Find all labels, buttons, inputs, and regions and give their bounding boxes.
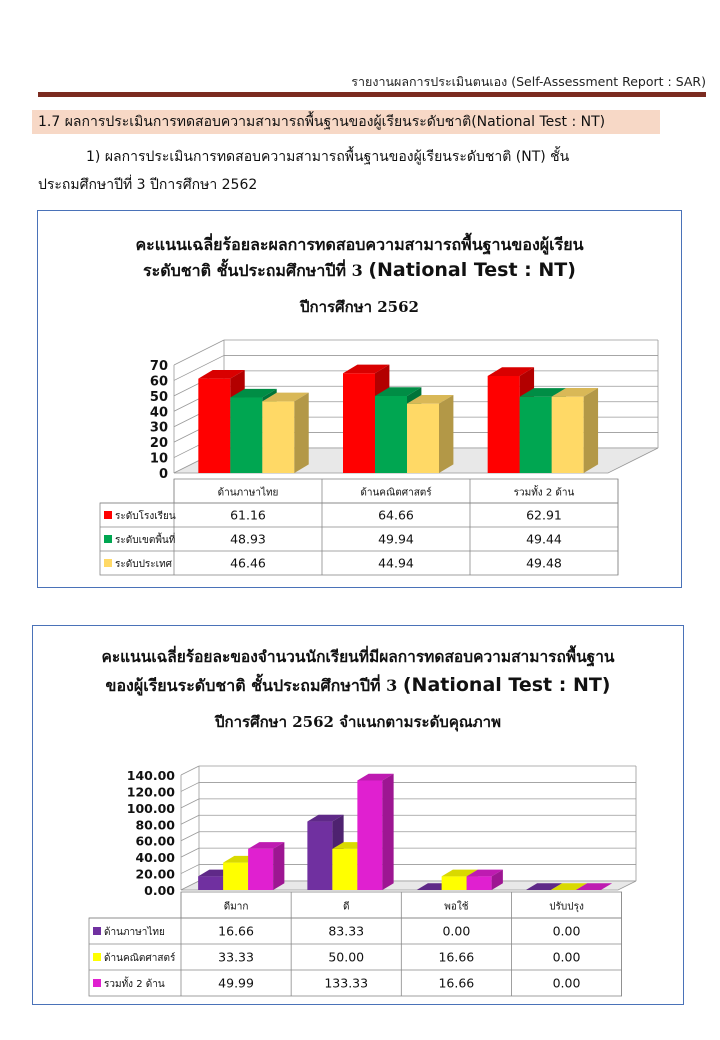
- chart-2-category-label: ดีมาก: [223, 901, 249, 913]
- chart-2-ytick-label: 140.00: [126, 768, 175, 783]
- chart-2-title-line-2a: ของผู้เรียนระดับชาติ ชั้นประถมศึกษาปีที่ 3: [105, 676, 403, 695]
- header-rule: [38, 92, 706, 97]
- chart-2-grid-diag: [181, 766, 199, 775]
- chart-2-category-label: ดี: [342, 901, 350, 913]
- chart-2-legend-swatch: [93, 979, 101, 987]
- chart-1-data-label: 64.66: [378, 507, 414, 523]
- chart-2-bar-front: [223, 863, 248, 890]
- chart-1-legend-label: ระดับประเทศ: [115, 558, 173, 570]
- chart-1-data-label: 44.94: [378, 555, 414, 571]
- chart-1-frame: [37, 210, 682, 588]
- chart-1-bar-front: [198, 379, 230, 473]
- chart-1-svg: [38, 211, 678, 587]
- chart-2-ytick-label: 60.00: [135, 833, 175, 849]
- chart-2-ytick-label: 20.00: [135, 866, 175, 882]
- chart-2-legend-label: ด้านภาษาไทย: [104, 927, 165, 939]
- chart-1-ytick-label: 50: [149, 389, 168, 405]
- chart-2-data-label: 50.00: [328, 949, 365, 965]
- chart-1-data-label: 62.91: [526, 507, 562, 523]
- chart-1-bar-front: [407, 404, 439, 473]
- chart-2-category-label: พอใช้: [444, 901, 469, 913]
- chart-1-title-line-1: คะแนนเฉลี่ยร้อยละผลการทดสอบความสามารถพื้นฐานของผู้เรียน: [135, 235, 584, 254]
- chart-2-legend-label: ด้านคณิตศาสตร์: [104, 953, 176, 965]
- chart-2-bar-front: [198, 876, 223, 890]
- chart-2-grid-diag: [181, 782, 199, 791]
- chart-2-data-label: 133.33: [324, 975, 369, 991]
- chart-1-data-label: 49.44: [526, 531, 562, 547]
- chart-2-data-label: 0.00: [552, 975, 581, 991]
- chart-1-data-label: 48.93: [230, 531, 266, 547]
- chart-1-bar-side: [439, 395, 453, 473]
- chart-1-data-label: 61.16: [230, 507, 266, 523]
- chart-2-bar-front: [332, 849, 357, 890]
- chart-2-data-label: 0.00: [442, 923, 471, 939]
- chart-1-category-label: รวมทั้ง 2 ด้าน: [513, 487, 575, 499]
- chart-1-category-label: ด้านคณิตศาสตร์: [360, 487, 432, 499]
- chart-2-grid-diag: [181, 848, 199, 857]
- chart-2-data-label: 49.99: [218, 975, 254, 991]
- chart-1-ytick-label: 0: [158, 467, 168, 482]
- section-heading: 1.7 ผลการประเมินการทดสอบความสามารถพื้นฐานของผู้เรียนระดับชาติ(National Test : NT): [32, 110, 660, 134]
- chart-2-bar-side: [382, 774, 393, 890]
- chart-1-legend-label: ระดับเขตพื้นที่: [115, 534, 176, 546]
- chart-2-grid-diag: [181, 815, 199, 824]
- chart-2-bar-front: [307, 822, 332, 890]
- chart-2-legend-swatch: [93, 953, 101, 961]
- chart-2-data-label: 33.33: [218, 949, 254, 965]
- chart-2-title-line-3: ปีการศึกษา 2562 จำแนกตามระดับคุณภาพ: [215, 713, 501, 731]
- chart-1-ytick-label: 20: [149, 436, 168, 452]
- chart-2-grid-diag: [181, 799, 199, 808]
- chart-2-legend-swatch: [93, 927, 101, 935]
- chart-2-data-label: 16.66: [438, 975, 475, 991]
- chart-2-legend-label: รวมทั้ง 2 ด้าน: [104, 979, 165, 991]
- chart-2-ytick-label: 100.00: [126, 800, 175, 816]
- chart-1-bar-front: [488, 376, 520, 473]
- chart-1-bar-front: [262, 401, 294, 473]
- chart-2-title-line-1: คะแนนเฉลี่ยร้อยละของจำนวนนักเรียนที่มีผลการทดสอบความสามารถพื้นฐาน: [101, 647, 615, 666]
- paragraph-line-2: ประถมศึกษาปีที่ 3 ปีการศึกษา 2562: [38, 177, 258, 193]
- chart-1-bar-front: [375, 396, 407, 473]
- chart-2-grid-diag: [181, 865, 199, 874]
- chart-2-svg: [33, 626, 681, 1004]
- report-header-title: รายงานผลการประเมินตนเอง (Self-Assessment Report : SAR): [351, 74, 706, 89]
- chart-2-bar-front: [248, 849, 273, 890]
- chart-1-ytick-label: 70: [149, 359, 168, 374]
- chart-1-bar-side: [584, 388, 598, 473]
- chart-1-title-line-2a: ระดับชาติ ชั้นประถมศึกษาปีที่ 3: [143, 261, 369, 280]
- chart-1-ytick-label: 60: [149, 374, 168, 390]
- chart-1-title-line-3: ปีการศึกษา 2562: [300, 298, 419, 316]
- chart-1-bar-front: [552, 397, 584, 473]
- chart-2-data-label: 0.00: [552, 949, 581, 965]
- chart-1-ytick-label: 10: [149, 451, 168, 467]
- chart-1-legend-swatch: [104, 559, 112, 567]
- chart-2-data-label: 0.00: [552, 923, 581, 939]
- chart-2-ytick-label: 40.00: [135, 850, 175, 866]
- chart-2-frame: [32, 625, 684, 1005]
- chart-1-data-label: 49.94: [378, 531, 414, 547]
- chart-1-data-label: 49.48: [526, 555, 562, 571]
- chart-2-grid-diag: [181, 832, 199, 841]
- chart-1-title-line-2b: (National Test : NT): [368, 259, 576, 281]
- chart-2-title-line-2b: (National Test : NT): [402, 674, 611, 696]
- chart-2-ytick-label: 80.00: [135, 817, 175, 833]
- chart-1-ytick-label: 40: [149, 405, 168, 421]
- chart-1-legend-label: ระดับโรงเรียน: [115, 510, 176, 522]
- chart-1-bar-front: [343, 373, 375, 473]
- chart-2-data-label: 83.33: [328, 923, 365, 939]
- chart-1-bar-front: [230, 398, 262, 473]
- chart-2-ytick-label: 0.00: [144, 883, 175, 898]
- chart-2-data-label: 16.66: [438, 949, 475, 965]
- chart-1-data-label: 46.46: [230, 555, 266, 571]
- chart-1-bar-side: [294, 393, 308, 473]
- paragraph-line-1: 1) ผลการประเมินการทดสอบความสามารถพื้นฐานของผู้เรียนระดับชาติ (NT) ชั้น: [86, 149, 570, 165]
- chart-2-category-label: ปรับปรุง: [549, 901, 584, 913]
- chart-1-legend-swatch: [104, 535, 112, 543]
- chart-2-bar-front: [467, 876, 492, 890]
- chart-2-bar-side: [273, 842, 284, 890]
- chart-2-bar-front: [442, 876, 467, 890]
- chart-1-bar-front: [520, 397, 552, 473]
- chart-2-data-label: 16.66: [218, 923, 254, 939]
- chart-1-category-label: ด้านภาษาไทย: [217, 487, 279, 499]
- chart-1-legend-swatch: [104, 511, 112, 519]
- chart-1-ytick-label: 30: [149, 420, 168, 436]
- chart-2-ytick-label: 120.00: [126, 784, 175, 800]
- chart-2-bar-front: [357, 780, 382, 890]
- chart-1-grid-diag: [174, 340, 224, 365]
